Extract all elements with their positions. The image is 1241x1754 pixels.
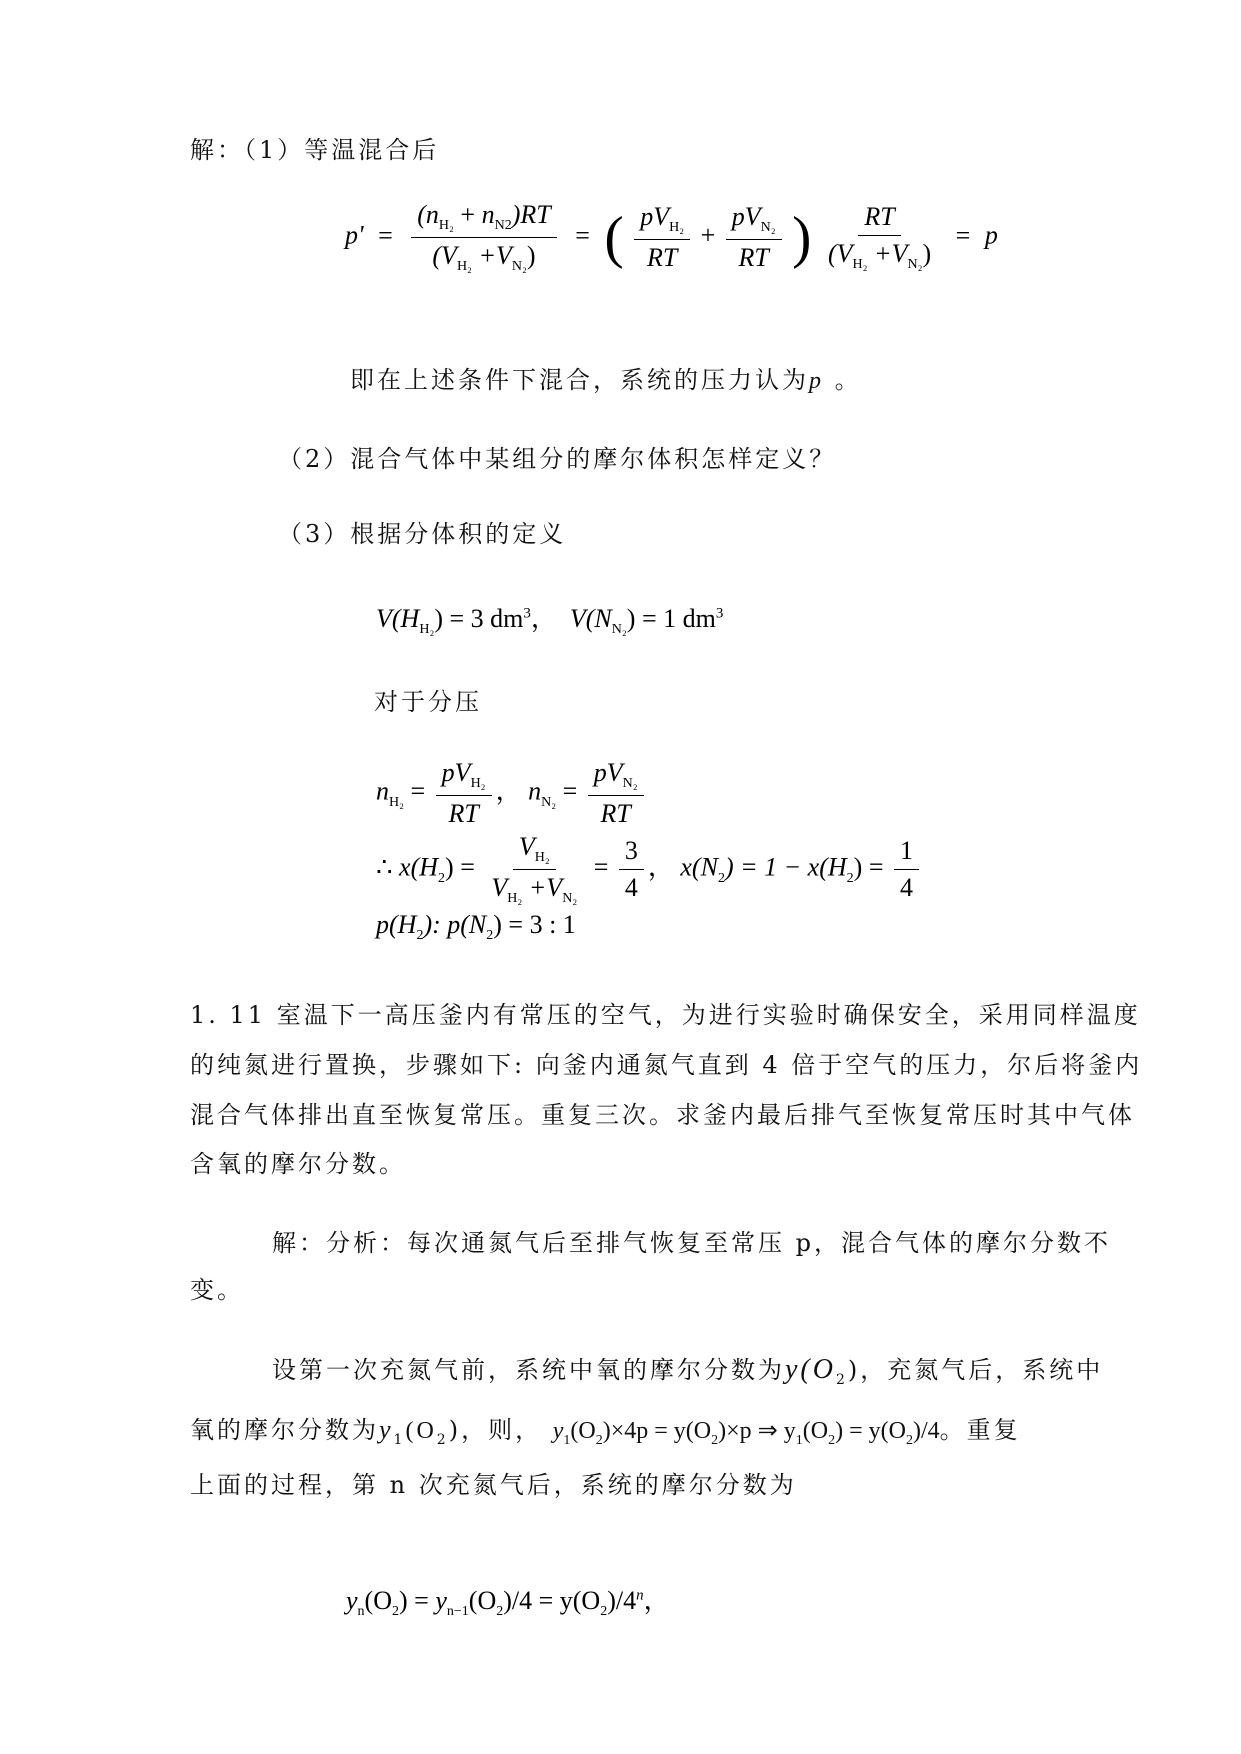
problem-1-11-line-2: 的纯氮进行置换，步骤如下: 向釜内通氮气直到 4 倍于空气的压力，尔后将釜内 [190, 1051, 1143, 1079]
equation-mixing-pressure: p' = $\frac{(n_{H_2} + n_{N2})RT}{(V_{H_2} +V_{N_2})}$ = ( $\frac{pV_{H_2}}{RT}$ + $\frac{pV_{N_2}}{RT}$ ) $\frac{RT}{(V_{H_2} +V_{N_2})}$ = p [345, 200, 998, 275]
partial-pressure-label: 对于分压 [374, 688, 482, 716]
equation-partial-volumes: $V(H_{H_2}) = 3$ $dm^3$， $V(N_{N_2}) = 1$ $dm^3$ [376, 604, 724, 638]
fraction-total-moles: $\frac{(n_{H_2} + n_{N2})RT}{(V_{H_2} +V_{N_2})}$ [411, 200, 556, 275]
mixing-conclusion: 即在上述条件下混合，系统的压力认为p 。 [350, 366, 862, 394]
equation-pressure-ratio: $p(H_2)$: $p(N_2) = 3$ : 1 [376, 910, 576, 944]
problem-1-11-line-3: 混合气体排出直至恢复常压。重复三次。求釜内最后排气至恢复常压时其中气体 [190, 1101, 1135, 1129]
problem-1-11-line-1: 1. 11 室温下一高压釜内有常压的空气，为进行实验时确保安全，采用同样温度 [190, 1001, 1141, 1029]
solution-part-1-heading: 解：（1）等温混合后 [190, 136, 440, 164]
problem-1-11-line-4: 含氧的摩尔分数。 [190, 1150, 406, 1178]
equation-moles: $n_{H_2}$ = $\frac{pV_{H_2}}{RT}$ ， $n_{N_2}$ = $\frac{pV_{N_2}}{RT}$ [376, 758, 648, 829]
solution-analysis-line-2: 变。 [190, 1276, 244, 1304]
solution-analysis-line-1: 解：分析：每次通氮气后至排气恢复至常压 p，混合气体的摩尔分数不 [272, 1229, 1111, 1257]
solution-line-4: 氧的摩尔分数为$y_1(O_2)$，则， $y_1(O_2)\times 4p = y(O_2)\times p$ ⇒ $y_1(O_2) = y(O_2)/4$。重复 [190, 1415, 1021, 1448]
equation-mole-fractions: ∴ $x(H_2)$ = $\frac{V_{H_2}}{V_{H_2} +V_{N_2}}$ = $\frac{3}{4}$ ， $x(N_2) = 1 - x(H_2)$ = $\frac{1}{4}$ [376, 832, 923, 907]
solution-part-3-heading: （3）根据分体积的定义 [278, 520, 567, 548]
solution-line-3: 设第一次充氮气前，系统中氧的摩尔分数为$y(O_2)$，充氮气后，系统中 [272, 1354, 1104, 1388]
solution-part-2-heading: （2）混合气体中某组分的摩尔体积怎样定义？ [278, 445, 837, 473]
equation-nth-fraction: $y_n(O_2) = y_{n-1}(O_2)/4 = y(O_2)/4^n$， [346, 1586, 670, 1620]
solution-line-5: 上面的过程，第 n 次充氮气后，系统的摩尔分数为 [190, 1471, 797, 1499]
